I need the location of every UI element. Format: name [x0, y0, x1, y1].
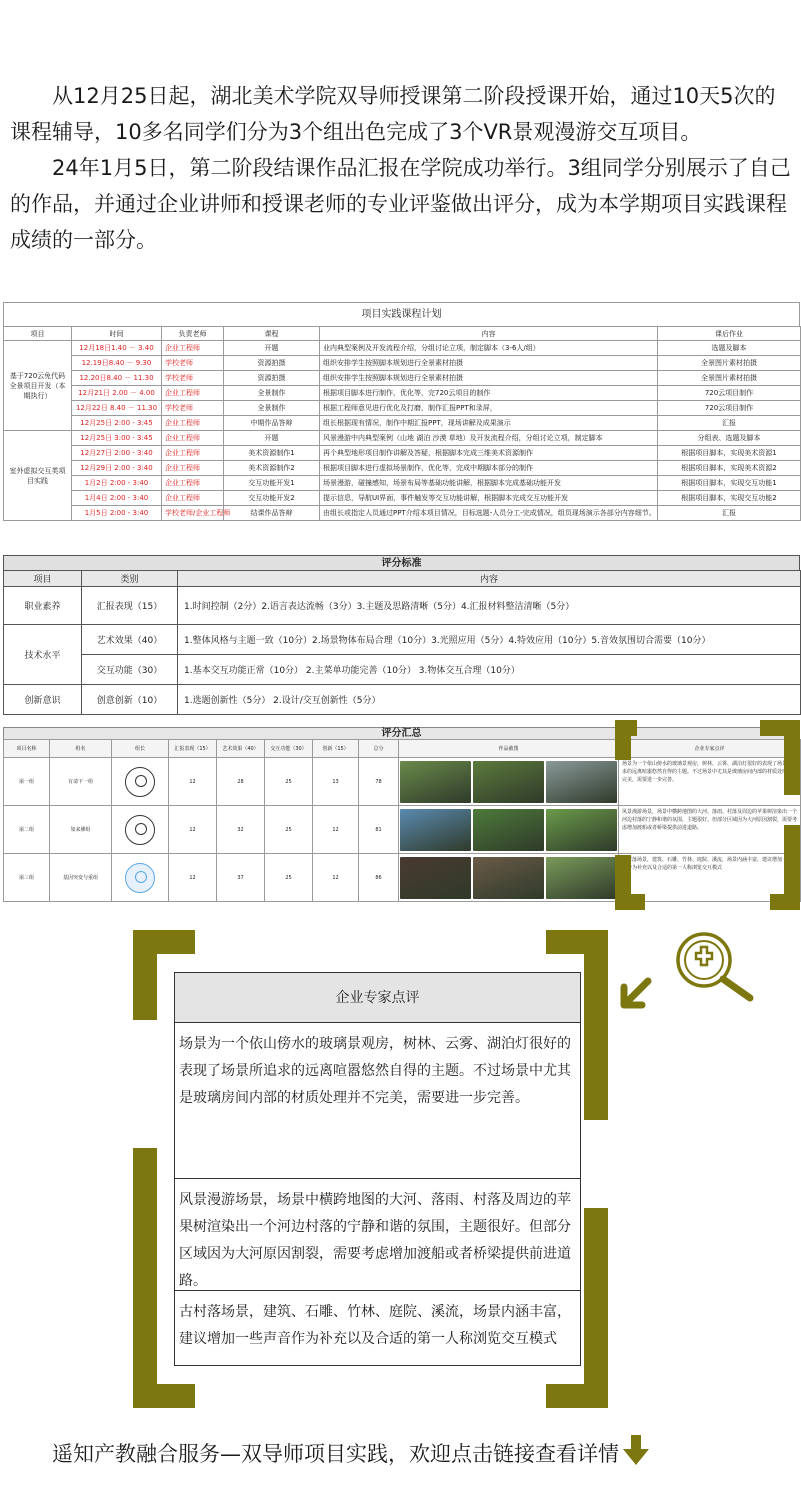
plan-time: 12月25日 2:00 - 3:45: [72, 416, 162, 431]
summary-project: 第三组: [4, 854, 50, 902]
plan-row: [4, 476, 801, 491]
work-screenshot: [399, 856, 618, 900]
plan-homework: 选题及脚本: [658, 341, 801, 356]
plan-content: 再个典型地形项目制作讲解及答疑，根据脚本完成三维美术资源制作: [320, 446, 658, 461]
comment-group-3: 古村落场景，建筑、石雕、竹林、庭院、溪流，场景内涵丰富，建议增加一些声音作为补充以及合适的第一人称浏览交互模式: [179, 1304, 571, 1347]
work-screenshot: [399, 808, 618, 852]
plan-content: 组长根据现有情况，制作中期汇报PPT，现场讲解及成果演示: [320, 416, 658, 431]
criteria-row: [4, 685, 801, 715]
summary-comment: 场景为一个依山傍水的玻璃景观房，树林、云雾、湖泊灯很好的表现了场景所追求的远离喧嚣悠然自得的主题。不过场景中尤其是玻璃房间内部的材质处理并不完美，需要进一步完善。: [619, 758, 801, 806]
criteria-title: 评分标准: [3, 555, 800, 570]
summary-score-art: 28: [217, 758, 265, 806]
screenshot-thumbnail: [473, 857, 544, 899]
plan-row: [4, 506, 801, 521]
plan-teacher: 企业工程师: [162, 431, 224, 446]
screenshot-thumbnail: [473, 761, 544, 803]
comment-card: [174, 972, 581, 1366]
scoring-criteria-table: [3, 555, 800, 715]
summary-total: 78: [359, 758, 399, 806]
summary-header: 作品截图: [399, 740, 619, 758]
summary-header: 汇报表现（15）: [169, 740, 217, 758]
plan-course: 开题: [224, 341, 320, 356]
plan-teacher: 学校老师: [162, 371, 224, 386]
plan-content: 根据工程师意见进行优化及打磨，制作汇报PPT和录屏，: [320, 401, 658, 416]
summary-group-name: 如来佛组: [50, 806, 112, 854]
plan-row: [4, 491, 801, 506]
summary-header: 项目名称: [4, 740, 50, 758]
plan-teacher: 企业工程师: [162, 476, 224, 491]
plan-homework: 分组表、选题及脚本: [658, 431, 801, 446]
plan-content: 组织安排学生按照脚本规划进行全景素材拍摄: [320, 371, 658, 386]
work-screenshot: [399, 760, 618, 804]
summary-score-innovation: 12: [313, 854, 359, 902]
plan-time: 12月22日 8.40 － 11.30: [72, 401, 162, 416]
screenshot-thumbnail: [546, 761, 617, 803]
summary-leader: [112, 806, 169, 854]
plan-header: 课后作业: [658, 327, 801, 341]
plan-header: 负责老师: [162, 327, 224, 341]
summary-leader: [112, 758, 169, 806]
plan-course: 交互功能开发2: [224, 491, 320, 506]
plan-header: 课程: [224, 327, 320, 341]
plan-row: [4, 461, 801, 476]
plan-homework: 720云项目制作: [658, 401, 801, 416]
summary-header: 组名: [50, 740, 112, 758]
plan-row: [4, 386, 801, 401]
frame-corner: [615, 855, 645, 910]
plan-header: 项目: [4, 327, 72, 341]
criteria-content: 1.整体风格与主题一致（10分）2.场景物体布局合理（10分）3.光照应用（5分）4.特效应用（10分）5.音效氛围切合需要（10分）: [178, 625, 801, 655]
criteria-category: 汇报表现（15）: [82, 587, 178, 625]
summary-score-interaction: 25: [265, 806, 313, 854]
plan-teacher: 企业工程师: [162, 416, 224, 431]
plan-time: 12.19日8.40 － 9.30: [72, 356, 162, 371]
summary-screenshots: [399, 854, 619, 902]
screenshot-thumbnail: [400, 809, 471, 851]
criteria-header: 内容: [178, 571, 801, 587]
comment-group-2: 风景漫游场景，场景中横跨地图的大河、落雨、村落及周边的苹果树渲染出一个河边村落的宁静和谐的氛围，主题很好。但部分区域因为大河原因割裂，需要考虑增加渡船或者桥梁提供前进道路。: [175, 1179, 580, 1291]
summary-comment: 风景漫游场景，场景中横跨地图的大河、落雨、村落及周边的苹果树渲染出一个河边村落的宁静和谐的氛围，主题很好。但部分区域因为大河原因割裂，需要考虑增加渡船或者桥梁提供前进道路。: [619, 806, 801, 854]
summary-score-report: 12: [169, 806, 217, 854]
plan-teacher: 学校老师/企业工程师: [162, 506, 224, 521]
plan-homework: 720云项目制作: [658, 386, 801, 401]
plan-course: 全景制作: [224, 386, 320, 401]
plan-time: 1月4日 2:00 - 3:40: [72, 491, 162, 506]
summary-project: 第一组: [4, 758, 50, 806]
plan-content: 提示信息，导航UI界面，事件触发等交互功能讲解，根据脚本完成交互功能开发: [320, 491, 658, 506]
avatar-icon: [125, 815, 155, 845]
frame-corner: [770, 825, 800, 910]
plan-project-group: 基于720云免代码全景项目开发（本期执行）: [4, 341, 72, 431]
plan-teacher: 企业工程师: [162, 491, 224, 506]
plan-content: 根据项目脚本进行虚拟场景制作，优化等，完成中期脚本部分的制作: [320, 461, 658, 476]
summary-total: 86: [359, 854, 399, 902]
plan-homework: 汇报: [658, 506, 801, 521]
criteria-row: [4, 625, 801, 655]
plan-row: [4, 341, 801, 356]
plan-teacher: 企业工程师: [162, 461, 224, 476]
summary-screenshots: [399, 806, 619, 854]
plan-homework: 全景图片素材拍摄: [658, 356, 801, 371]
summary-score-interaction: 25: [265, 854, 313, 902]
criteria-header-row: [4, 571, 801, 587]
summary-comment: 古村落场景，建筑、石雕、竹林、庭院、溪流，场景内涵丰富，建议增加一些声音作为补充以及合适的第一人称浏览交互模式: [619, 854, 801, 902]
intro-paragraph-2: 24年1月5日，第二阶段结课作品汇报在学院成功举行。3组同学分别展示了自己的作品，并通过企业讲师和授课老师的专业评鉴做出评分，成为本学期项目实践课程成绩的一部分。: [10, 156, 791, 252]
arrow-down-left-icon: [618, 975, 666, 1015]
plan-time: 12月29日 2:00 - 3:40: [72, 461, 162, 476]
plan-header: 时间: [72, 327, 162, 341]
score-summary-table: [3, 727, 800, 903]
summary-row: [4, 758, 801, 806]
plan-time: 12月21日 2.00 － 4.00: [72, 386, 162, 401]
plan-course: 结课作品答辩: [224, 506, 320, 521]
screenshot-thumbnail: [546, 857, 617, 899]
plan-content: 场景漫游，碰撞感知，场景布局等基础功能讲解，根据脚本完成基础功能开发: [320, 476, 658, 491]
criteria-category: 创意创新（10）: [82, 685, 178, 715]
plan-course: 美术资源制作2: [224, 461, 320, 476]
criteria-row: [4, 587, 801, 625]
screenshot-thumbnail: [400, 761, 471, 803]
summary-header: 组长: [112, 740, 169, 758]
summary-row: [4, 806, 801, 854]
plan-row: [4, 401, 801, 416]
criteria-header: 类别: [82, 571, 178, 587]
criteria-item: 职业素养: [4, 587, 82, 625]
plan-time: 12月18日1.40 － 3.40: [72, 341, 162, 356]
intro-paragraph-1: 从12月25日起，湖北美术学院双导师授课第二阶段授课开始，通过10天5次的课程辅导，10多名同学们分为3个组出色完成了3个VR景观漫游交互项目。: [10, 84, 776, 144]
criteria-content: 1.时间控制（2分）2.语言表达流畅（3分）3.主题及思路清晰（5分）4.汇报材料整洁清晰（5分）: [178, 587, 801, 625]
plan-title: 项目实践课程计划: [3, 302, 800, 326]
summary-screenshots: [399, 758, 619, 806]
criteria-content: 1.基本交互功能正常（10分） 2.主菜单功能完善（10分） 3.物体交互合理（10分）: [178, 655, 801, 685]
plan-homework: 全景图片素材拍摄: [658, 371, 801, 386]
plan-row: [4, 356, 801, 371]
plan-time: 12.20日8.40 － 11.30: [72, 371, 162, 386]
plan-time: 12月25日 3:00 - 3:45: [72, 431, 162, 446]
plan-time: 1月2日 2:00 - 3:40: [72, 476, 162, 491]
plan-content: 由组长或指定人员通过PPT介绍本项目情况，目标选题-人员分工-完成情况，组员现场演示各部分内容细节。: [320, 506, 658, 521]
summary-score-innovation: 13: [313, 758, 359, 806]
plan-row: [4, 431, 801, 446]
plan-teacher: 学校老师: [162, 356, 224, 371]
plan-homework: 汇报: [658, 416, 801, 431]
plan-time: 12月27日 2:00 - 3:40: [72, 446, 162, 461]
criteria-row: [4, 655, 801, 685]
criteria-item: 技术水平: [4, 625, 82, 685]
plan-row: [4, 446, 801, 461]
summary-header: 总分: [359, 740, 399, 758]
intro-text: [10, 78, 795, 258]
criteria-item: 创新意识: [4, 685, 82, 715]
criteria-category: 交互功能（30）: [82, 655, 178, 685]
summary-row: [4, 854, 801, 902]
summary-header: 艺术效果（40）: [217, 740, 265, 758]
summary-group-name: 基因突变与重组: [50, 854, 112, 902]
footer[interactable]: [52, 1433, 651, 1472]
summary-score-report: 12: [169, 854, 217, 902]
criteria-header: 项目: [4, 571, 82, 587]
comment-card-header: 企业专家点评: [175, 973, 580, 1023]
plan-course: 中期作品答辩: [224, 416, 320, 431]
summary-header-row: [4, 740, 801, 758]
plan-homework: 根据项目脚本，实现交互功能2: [658, 491, 801, 506]
plan-row: [4, 416, 801, 431]
screenshot-thumbnail: [546, 809, 617, 851]
plan-course: 资源拍摄: [224, 356, 320, 371]
summary-score-innovation: 12: [313, 806, 359, 854]
zoom-in-icon[interactable]: [666, 928, 758, 1000]
summary-header: 交互功能（30）: [265, 740, 313, 758]
plan-teacher: 企业工程师: [162, 446, 224, 461]
plan-teacher: 企业工程师: [162, 386, 224, 401]
summary-group-name: 有请下一组: [50, 758, 112, 806]
summary-score-art: 32: [217, 806, 265, 854]
summary-title: 评分汇总: [3, 727, 800, 739]
plan-row: [4, 371, 801, 386]
plan-course: 美术资源制作1: [224, 446, 320, 461]
avatar-icon: [125, 767, 155, 797]
criteria-content: 1.选题创新性（5分） 2.设计/交互创新性（5分）: [178, 685, 801, 715]
plan-content: 组织安排学生按照脚本规划进行全景素材拍摄: [320, 356, 658, 371]
criteria-category: 艺术效果（40）: [82, 625, 178, 655]
plan-header: 内容: [320, 327, 658, 341]
screenshot-thumbnail: [473, 809, 544, 851]
course-plan-table: [3, 302, 800, 521]
plan-content: 根据项目脚本进行制作，优化等，完720云项目的制作: [320, 386, 658, 401]
screenshot-thumbnail: [400, 857, 471, 899]
summary-score-interaction: 25: [265, 758, 313, 806]
summary-total: 81: [359, 806, 399, 854]
frame-corner: [615, 720, 637, 760]
plan-content: 风景漫游中内典型案例（山地 湖泊 沙漠 草地）及开发流程介绍，分组讨论立项，制定脚本: [320, 431, 658, 446]
plan-homework: 根据项目脚本，实现美术资源2: [658, 461, 801, 476]
footer-link-text[interactable]: 遥知产教融合服务—双导师项目实践，欢迎点击链接查看详情: [52, 1441, 619, 1466]
plan-course: 全景制作: [224, 401, 320, 416]
summary-leader: [112, 854, 169, 902]
plan-time: 1月5日 2:00 - 3:40: [72, 506, 162, 521]
plan-teacher: 企业工程师: [162, 341, 224, 356]
plan-project-group: 室外虚拟交互类项目实践: [4, 431, 72, 521]
plan-course: 资源拍摄: [224, 371, 320, 386]
avatar-icon: [125, 863, 155, 893]
plan-course: 交互功能开发1: [224, 476, 320, 491]
summary-project: 第二组: [4, 806, 50, 854]
frame-corner: [760, 720, 800, 795]
arrow-down-icon: [621, 1433, 651, 1472]
plan-header-row: [4, 327, 801, 341]
summary-header: 企业专家点评: [619, 740, 801, 758]
summary-score-report: 12: [169, 758, 217, 806]
plan-teacher: 学校老师: [162, 401, 224, 416]
plan-course: 开题: [224, 431, 320, 446]
plan-content: 业内典型案例及开发流程介绍，分组讨论立项，制定脚本（3-6人/组）: [320, 341, 658, 356]
summary-score-art: 37: [217, 854, 265, 902]
plan-homework: 根据项目脚本，实现美术资源1: [658, 446, 801, 461]
zoomed-comment-panel: [133, 930, 608, 1408]
summary-header: 创新（15）: [313, 740, 359, 758]
comment-group-1: 场景为一个依山傍水的玻璃景观房，树林、云雾、湖泊灯很好的表现了场景所追求的远离喧嚣悠然自得的主题。不过场景中尤其是玻璃房间内部的材质处理并不完美，需要进一步完善。: [175, 1023, 580, 1179]
plan-homework: 根据项目脚本，实现交互功能1: [658, 476, 801, 491]
